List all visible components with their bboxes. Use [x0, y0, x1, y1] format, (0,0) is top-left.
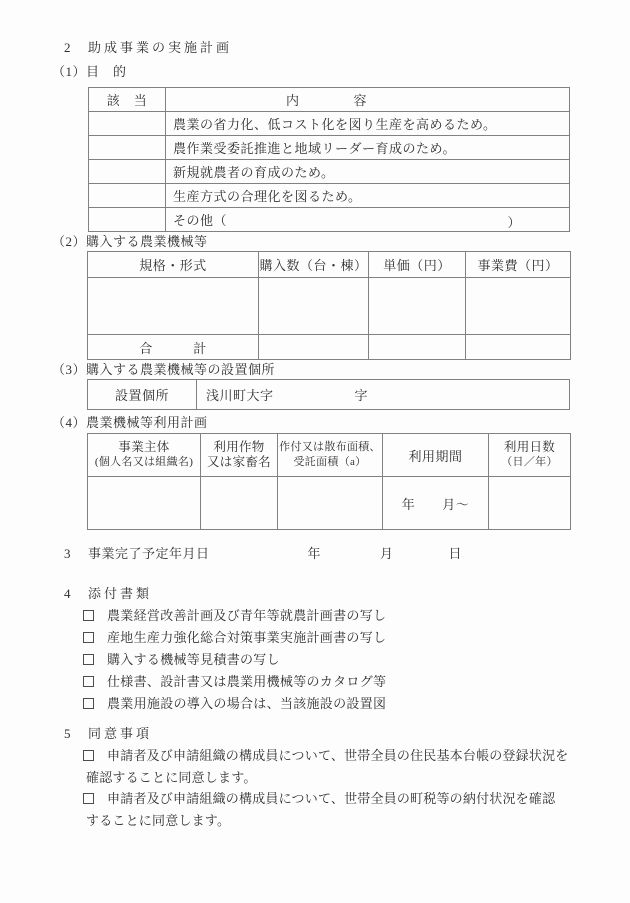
purpose-text: 生産方式の合理化を図るため。	[166, 184, 570, 208]
area-header-line1: 作付又は散布面積、	[279, 440, 381, 453]
cost-cell	[466, 278, 571, 335]
checkbox-icon	[83, 793, 94, 804]
days-cell	[489, 477, 571, 530]
purpose-row	[89, 160, 570, 184]
attachment-label: 購入する機械等見積書の写し	[107, 652, 280, 667]
consent-line	[83, 745, 568, 767]
purpose-table	[88, 87, 570, 232]
usage-heading: （4）農業機械等利用計画	[52, 415, 208, 430]
machinery-entry-row	[88, 278, 571, 335]
crop-header-line2: 又は家畜名	[206, 455, 271, 469]
other-open-text: その他（	[173, 213, 228, 228]
attachment-label: 産地生産力強化総合対策事業実施計画書の写し	[107, 630, 387, 645]
consent-text-continued: 確認することに同意します。	[86, 769, 257, 785]
attachment-item	[83, 627, 386, 649]
machinery-table	[87, 251, 571, 360]
quantity-cell	[259, 278, 369, 335]
machinery-heading: （2）購入する農業機械等	[52, 234, 208, 249]
attachments-list	[83, 605, 386, 715]
consent-text: 申請者及び申請組織の構成員について、世帯全員の住民基本台帳の登録状況を	[107, 748, 569, 763]
usage-col-days	[489, 434, 571, 477]
consent-text-continued: することに同意します。	[86, 812, 231, 828]
checkbox-icon	[83, 750, 94, 761]
purpose-heading: （1）目 的	[52, 64, 127, 79]
unit-price-cell	[369, 278, 466, 335]
total-unit-price-cell	[369, 335, 466, 360]
location-value: 浅川町大字 字	[197, 380, 570, 410]
purpose-text: 農業の省力化、低コスト化を図り生産を高めるため。	[166, 112, 570, 136]
area-cell	[278, 477, 383, 530]
consent-item	[83, 745, 568, 788]
machinery-col-spec: 規格・形式	[88, 252, 259, 278]
checkbox-icon	[83, 610, 94, 621]
applicable-cell	[89, 112, 166, 136]
applicable-cell	[89, 160, 166, 184]
attachment-item	[83, 671, 386, 693]
year-label: 年	[307, 546, 322, 561]
section-3-number: 3	[64, 546, 71, 561]
purpose-col-content: 内 容	[166, 88, 570, 112]
section-2-number: 2	[64, 40, 71, 55]
attachment-item	[83, 649, 386, 671]
applicable-cell	[89, 136, 166, 160]
section-3-title: 事業完了予定年月日	[88, 546, 210, 561]
usage-col-area	[278, 434, 383, 477]
applicable-cell	[89, 208, 166, 232]
applicable-cell	[89, 184, 166, 208]
attachment-label: 仕様書、設計書又は農業用機械等のカタログ等	[107, 674, 387, 689]
entity-header-line1: 事業主体	[118, 439, 170, 454]
checkbox-icon	[83, 676, 94, 687]
area-header-line2: 受託面積（a）	[293, 456, 367, 468]
machinery-col-cost: 事業費（円）	[466, 252, 571, 278]
machinery-header-row	[88, 252, 571, 278]
period-cell: 年 月～	[383, 477, 489, 530]
purpose-header-row	[89, 88, 570, 112]
month-label: 月	[380, 546, 394, 561]
consent-list	[83, 745, 568, 831]
total-cost-cell	[466, 335, 571, 360]
usage-entry-row	[88, 477, 571, 530]
location-table	[87, 379, 570, 410]
consent-item	[83, 788, 568, 831]
machinery-total-row	[88, 335, 571, 360]
purpose-col-applicable: 該 当	[89, 88, 166, 112]
purpose-row	[89, 136, 570, 160]
machinery-col-unit-price: 単価（円）	[369, 252, 466, 278]
machinery-col-quantity: 購入数（台・棟）	[259, 252, 369, 278]
checkbox-icon	[83, 698, 94, 709]
total-quantity-cell	[259, 335, 369, 360]
completion-date-line	[64, 546, 462, 562]
other-close-text: ）	[507, 215, 521, 230]
purpose-other-cell	[166, 208, 570, 232]
section-5-heading	[64, 726, 152, 742]
section-4-number: 4	[64, 586, 71, 601]
attachment-item	[83, 693, 386, 715]
attachment-item	[83, 605, 386, 627]
spec-cell	[88, 278, 259, 335]
section-2-heading	[64, 40, 232, 56]
location-label: 設置個所	[88, 380, 197, 410]
days-header-line1: 利用日数	[503, 439, 556, 454]
usage-header-row	[88, 434, 571, 477]
purpose-text: 農作業受委託推進と地域リーダー育成のため。	[166, 136, 570, 160]
consent-line	[83, 788, 568, 810]
consent-text: 申請者及び申請組織の構成員について、世帯全員の町税等の納付状況を確認	[107, 791, 556, 806]
section-4-heading	[64, 586, 152, 602]
location-heading: （3）購入する農業機械等の設置個所	[52, 362, 276, 377]
purpose-text: 新規就農者の育成のため。	[166, 160, 570, 184]
crop-header-line1: 利用作物	[213, 439, 265, 454]
purpose-row	[89, 184, 570, 208]
attachment-label: 農業経営改善計画及び青年等就農計画書の写し	[107, 608, 387, 623]
location-row	[88, 380, 570, 410]
section-5-number: 5	[64, 726, 71, 741]
entity-header-line2: (個人名又は組織名)	[94, 456, 194, 468]
usage-col-crop	[201, 434, 278, 477]
total-label: 合 計	[88, 335, 259, 360]
section-4-title: 添付書類	[88, 586, 153, 601]
days-header-line2: （日／年）	[501, 456, 558, 468]
purpose-row-other	[89, 208, 570, 232]
checkbox-icon	[83, 632, 94, 643]
entity-cell	[88, 477, 201, 530]
section-2-title: 助成事業の実施計画	[88, 40, 233, 55]
usage-col-period: 利用期間	[383, 434, 489, 477]
crop-cell	[201, 477, 278, 530]
checkbox-icon	[83, 654, 94, 665]
usage-col-entity	[88, 434, 201, 477]
usage-table	[87, 433, 571, 530]
day-label: 日	[448, 546, 463, 561]
purpose-row	[89, 112, 570, 136]
section-5-title: 同意事項	[88, 726, 153, 741]
attachment-label: 農業用施設の導入の場合は、当該施設の設置図	[107, 696, 387, 711]
